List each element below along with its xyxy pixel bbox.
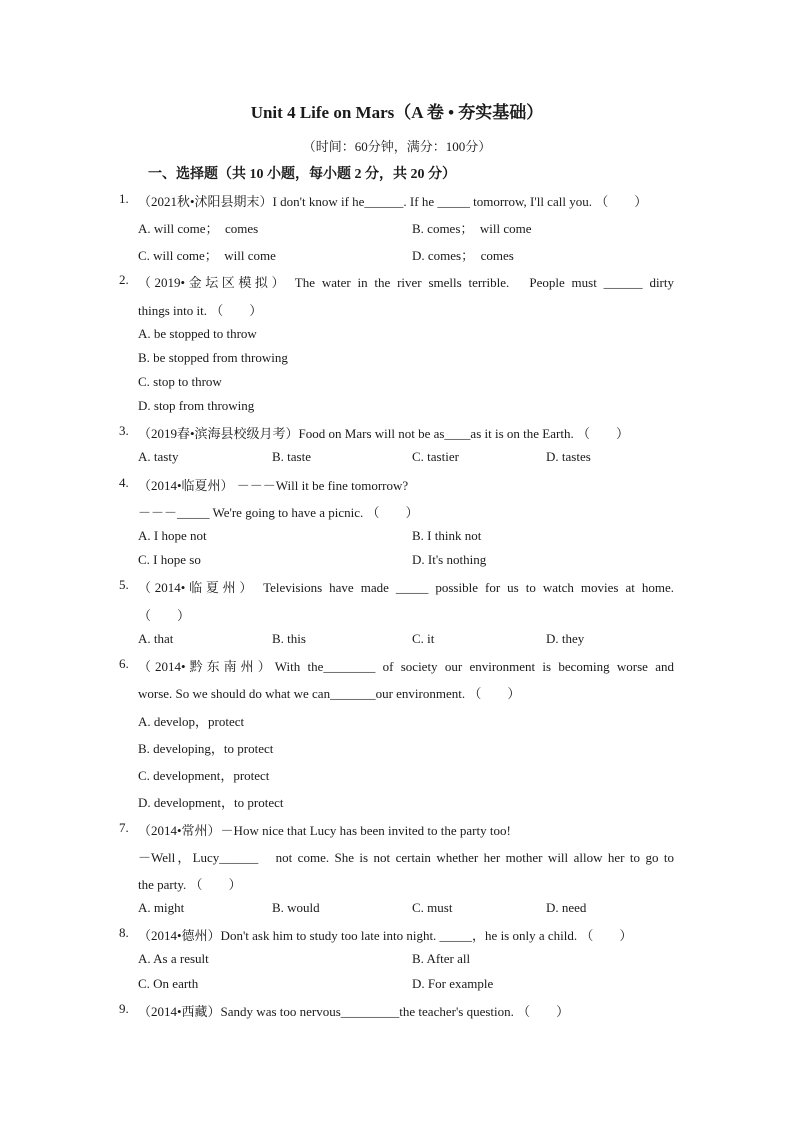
option-a[interactable]: A. develop，protect — [138, 714, 245, 729]
question-number: 5. — [119, 577, 129, 592]
question-stem-continued: worse. So we should do what we can_______our environment. （ ） — [138, 686, 521, 701]
option-a[interactable]: A. might — [138, 900, 185, 915]
option-a[interactable]: A. that — [138, 631, 174, 646]
option-c[interactable]: C. On earth — [138, 976, 199, 991]
question-number: 2. — [119, 272, 129, 287]
option-d[interactable]: D. need — [546, 900, 587, 915]
question-stem: （2014•黔东南州）With the________ of society our environment is becoming worse and — [138, 659, 674, 674]
question-stem: （2014•德州）Don't ask him to study too late into night. _____，he is only a child. （ ） — [138, 928, 633, 943]
question-stem: （2014•临夏州） Televisions have made _____ possible for us to watch movies at home. — [138, 580, 674, 595]
question-stem-continued: the party. （ ） — [138, 877, 242, 892]
option-c[interactable]: C. will come； will come — [138, 248, 276, 263]
option-c[interactable]: C. development，protect — [138, 768, 270, 783]
question-stem-continued: （ ） — [138, 608, 191, 623]
question-stem-continued: －Well，Lucy______ not come. She is not certain whether her mother will allow her to go to — [138, 850, 674, 865]
option-b[interactable]: B. After all — [412, 951, 471, 966]
option-c[interactable]: C. stop to throw — [138, 374, 222, 389]
question-number: 3. — [119, 423, 129, 438]
question-stem: （2014•西藏）Sandy was too nervous_________the teacher's question. （ ） — [138, 1004, 570, 1019]
question-number: 9. — [119, 1001, 129, 1016]
option-d[interactable]: D. It's nothing — [412, 552, 487, 567]
question-number: 6. — [119, 656, 129, 671]
option-b[interactable]: B. taste — [272, 449, 311, 464]
option-c[interactable]: C. it — [412, 631, 435, 646]
question-number: 8. — [119, 925, 129, 940]
question-stem: （2014•常州）－How nice that Lucy has been invited to the party too! — [138, 823, 511, 838]
option-a[interactable]: A. I hope not — [138, 528, 207, 543]
option-b[interactable]: B. would — [272, 900, 320, 915]
option-d[interactable]: D. development，to protect — [138, 795, 284, 810]
option-c[interactable]: C. tastier — [412, 449, 459, 464]
option-b[interactable]: B. be stopped from throwing — [138, 350, 288, 365]
question-stem: （2019•金坛区模拟） The water in the river smells terrible. People must ______ dirty — [138, 275, 674, 290]
question-stem: （2019春•滨海县校级月考）Food on Mars will not be as____as it is on the Earth. （ ） — [138, 426, 629, 441]
page-title: Unit 4 Life on Mars（A 卷 • 夯实基础） — [250, 103, 544, 122]
question-stem-continued: －－－_____ We're going to have a picnic. （ ） — [138, 505, 419, 520]
option-d[interactable]: D. comes； comes — [412, 248, 514, 263]
question-number: 4. — [119, 475, 129, 490]
question-number: 7. — [119, 820, 129, 835]
option-c[interactable]: C. must — [412, 900, 453, 915]
option-d[interactable]: D. For example — [412, 976, 494, 991]
option-d[interactable]: D. they — [546, 631, 585, 646]
section-heading: 一、选择题（共 10 小题，每小题 2 分，共 20 分） — [148, 167, 456, 182]
option-a[interactable]: A. tasty — [138, 449, 179, 464]
option-a[interactable]: A. As a result — [138, 951, 209, 966]
option-d[interactable]: D. stop from throwing — [138, 398, 255, 413]
option-c[interactable]: C. I hope so — [138, 552, 201, 567]
option-d[interactable]: D. tastes — [546, 449, 591, 464]
option-a[interactable]: A. be stopped to throw — [138, 326, 257, 341]
question-stem: （2021秋•沭阳县期末）I don't know if he______. If he _____ tomorrow, I'll call you. （ ） — [138, 194, 648, 209]
question-stem-continued: things into it. （ ） — [138, 303, 263, 318]
option-b[interactable]: B. I think not — [412, 528, 482, 543]
option-b[interactable]: B. developing，to protect — [138, 741, 274, 756]
exam-info: （时间：60分钟，满分：100分） — [302, 139, 492, 154]
option-b[interactable]: B. comes； will come — [412, 221, 532, 236]
question-number: 1. — [119, 191, 129, 206]
option-a[interactable]: A. will come； comes — [138, 221, 259, 236]
option-b[interactable]: B. this — [272, 631, 306, 646]
question-stem: （2014•临夏州） －－－Will it be fine tomorrow? — [138, 478, 409, 493]
